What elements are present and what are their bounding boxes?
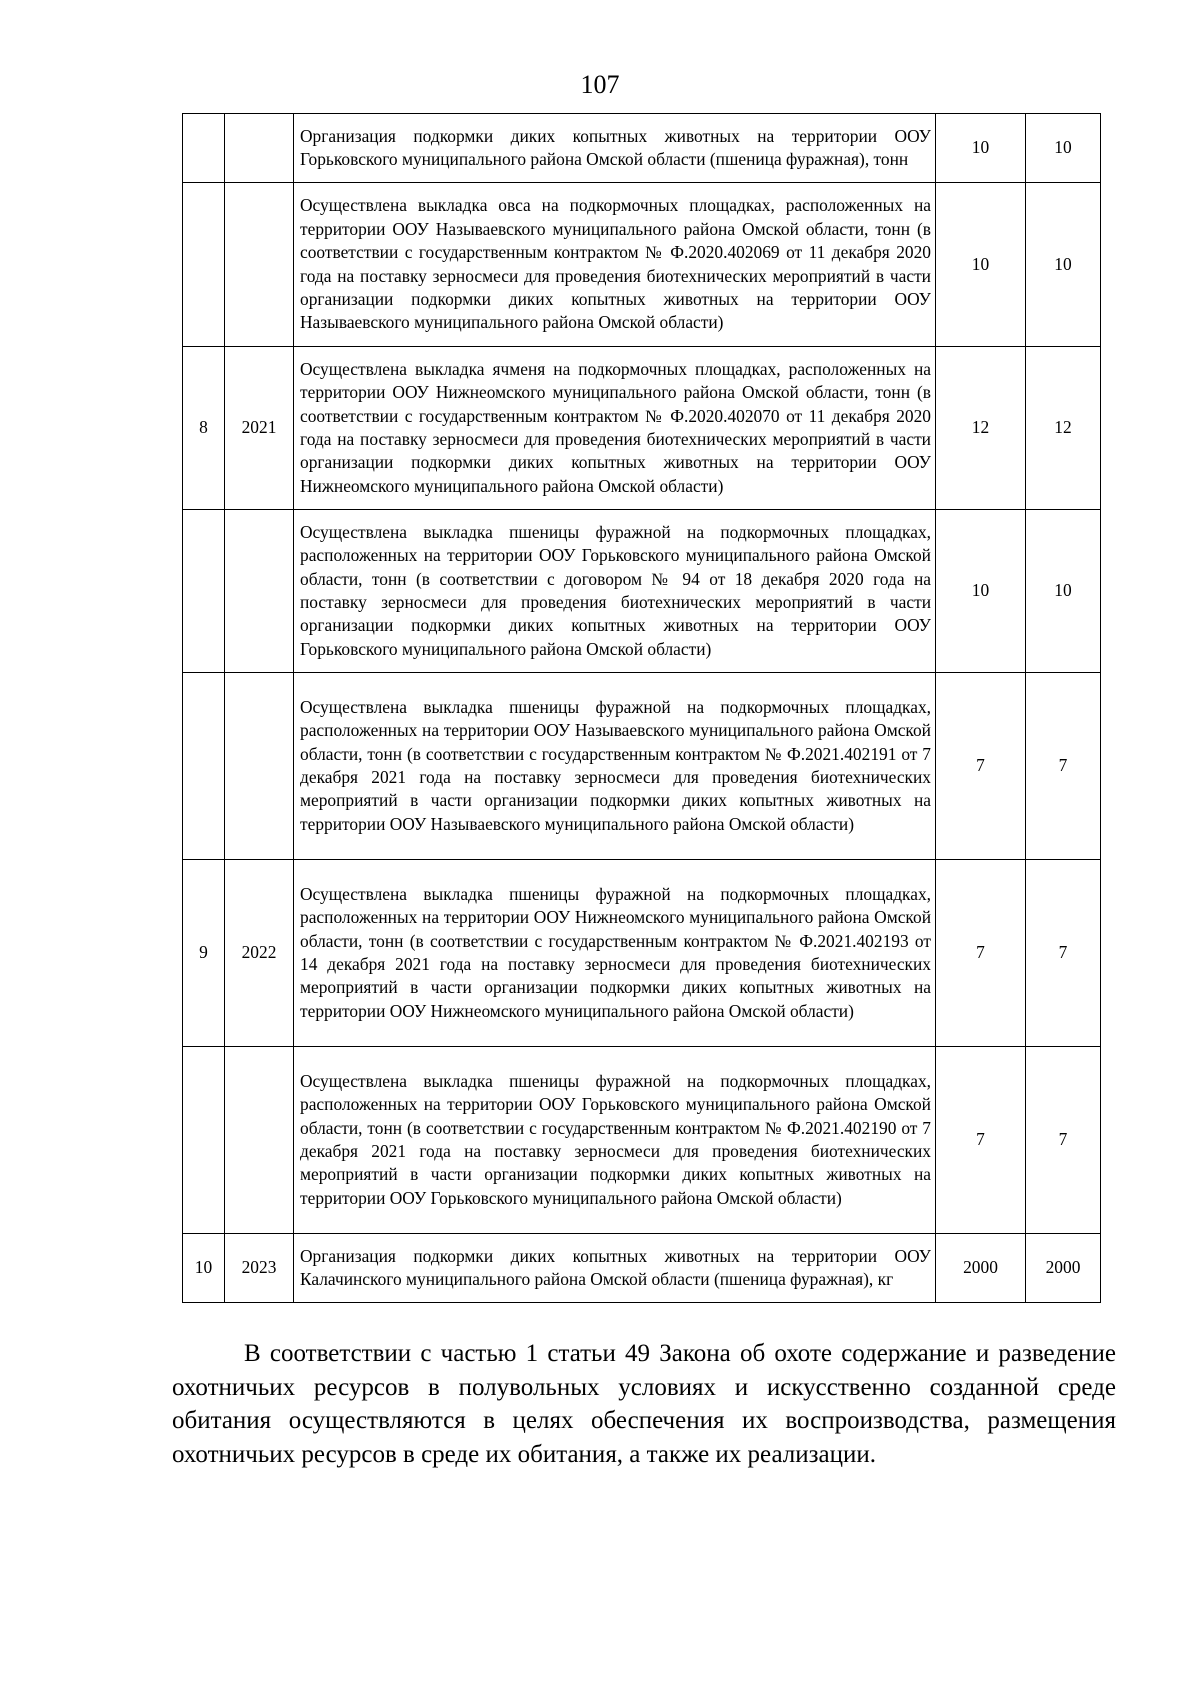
- cell-value-plan: 7: [936, 1047, 1026, 1234]
- cell-value-fact: 7: [1026, 673, 1101, 860]
- body-paragraph: В соответствии с частью 1 статьи 49 Закона об охоте содержание и разведение охотничьих ресурсов в полувольных условиях и искусственно созданной среде обитания осуществляются в целях обеспечения их воспроизводства, размещения охотничьих ресурсов в среде их обитания, а также их реализации.: [172, 1340, 1116, 1468]
- table-row: [183, 1047, 1101, 1234]
- cell-value-plan: 7: [936, 673, 1026, 860]
- cell-description: Осуществлена выкладка овса на подкормочных площадках, расположенных на территории ООУ Называевского муниципального района Омской области, тонн (в соответствии с государственным контрактом № Ф.2020.402069 от 11 декабря 2020 года на поставку зерносмеси для проведения биотехнических мероприятий в части организации подкормки диких копытных животных на территории ООУ Называевского муниципального района Омской области): [294, 183, 936, 347]
- cell-year: [225, 114, 294, 183]
- cell-value-fact: 7: [1026, 1047, 1101, 1234]
- cell-year: [225, 183, 294, 347]
- cell-number: [183, 673, 225, 860]
- cell-year: [225, 510, 294, 673]
- cell-value-plan: 10: [936, 114, 1026, 183]
- cell-description: Осуществлена выкладка пшеницы фуражной на подкормочных площадках, расположенных на территории ООУ Горьковского муниципального района Омской области, тонн (в соответствии с договором № 94 от 18 декабря 2020 года на поставку зерносмеси для проведения биотехнических мероприятий в части организации подкормки диких копытных животных на территории ООУ Горьковского муниципального района Омской области): [294, 510, 936, 673]
- cell-number: [183, 183, 225, 347]
- cell-value-fact: 2000: [1026, 1234, 1101, 1303]
- cell-year: [225, 1047, 294, 1234]
- cell-value-fact: 10: [1026, 114, 1101, 183]
- cell-number: [183, 114, 225, 183]
- cell-year: 2022: [225, 860, 294, 1047]
- cell-number: [183, 1047, 225, 1234]
- cell-description: Организация подкормки диких копытных животных на территории ООУ Калачинского муниципального района Омской области (пшеница фуражная), кг: [294, 1234, 936, 1303]
- cell-value-plan: 7: [936, 860, 1026, 1047]
- table-row: [183, 347, 1101, 510]
- cell-value-plan: 10: [936, 510, 1026, 673]
- table-row: [183, 183, 1101, 347]
- cell-value-fact: 7: [1026, 860, 1101, 1047]
- table-row: [183, 1234, 1101, 1303]
- page-number: 107: [580, 70, 620, 99]
- table-row: [183, 510, 1101, 673]
- cell-value-fact: 10: [1026, 183, 1101, 347]
- cell-description: Осуществлена выкладка пшеницы фуражной на подкормочных площадках, расположенных на территории ООУ Горьковского муниципального района Омской области, тонн (в соответствии с государственным контрактом № Ф.2021.402190 от 7 декабря 2021 года на поставку зерносмеси для проведения биотехнических мероприятий в части организации подкормки диких копытных животных на территории ООУ Горьковского муниципального района Омской области): [294, 1047, 936, 1234]
- table-row: [183, 860, 1101, 1047]
- cell-year: 2021: [225, 347, 294, 510]
- table-row: [183, 673, 1101, 860]
- cell-year: [225, 673, 294, 860]
- table-row: [183, 114, 1101, 183]
- cell-description: Осуществлена выкладка ячменя на подкормочных площадках, расположенных на территории ООУ Нижнеомского муниципального района Омской области, тонн (в соответствии с государственным контрактом № Ф.2020.402070 от 11 декабря 2020 года на поставку зерносмеси для проведения биотехнических мероприятий в части организации подкормки диких копытных животных на территории ООУ Нижнеомского муниципального района Омской области): [294, 347, 936, 510]
- cell-number: 9: [183, 860, 225, 1047]
- cell-value-plan: 10: [936, 183, 1026, 347]
- cell-value-plan: 2000: [936, 1234, 1026, 1303]
- cell-value-fact: 12: [1026, 347, 1101, 510]
- cell-value-fact: 10: [1026, 510, 1101, 673]
- cell-year: 2023: [225, 1234, 294, 1303]
- data-table: [182, 113, 1101, 1303]
- cell-description: Организация подкормки диких копытных животных на территории ООУ Горьковского муниципального района Омской области (пшеница фуражная), тонн: [294, 114, 936, 183]
- cell-number: 8: [183, 347, 225, 510]
- cell-value-plan: 12: [936, 347, 1026, 510]
- cell-number: [183, 510, 225, 673]
- cell-description: Осуществлена выкладка пшеницы фуражной на подкормочных площадках, расположенных на территории ООУ Нижнеомского муниципального района Омской области, тонн (в соответствии с государственным контрактом № Ф.2021.402193 от 14 декабря 2021 года на поставку зерносмеси для проведения биотехнических мероприятий в части организации подкормки диких копытных животных на территории ООУ Нижнеомского муниципального района Омской области): [294, 860, 936, 1047]
- cell-number: 10: [183, 1234, 225, 1303]
- cell-description: Осуществлена выкладка пшеницы фуражной на подкормочных площадках, расположенных на территории ООУ Называевского муниципального района Омской области, тонн (в соответствии с государственным контрактом № Ф.2021.402191 от 7 декабря 2021 года на поставку зерносмеси для проведения биотехнических мероприятий в части организации подкормки диких копытных животных на территории ООУ Называевского муниципального района Омской области): [294, 673, 936, 860]
